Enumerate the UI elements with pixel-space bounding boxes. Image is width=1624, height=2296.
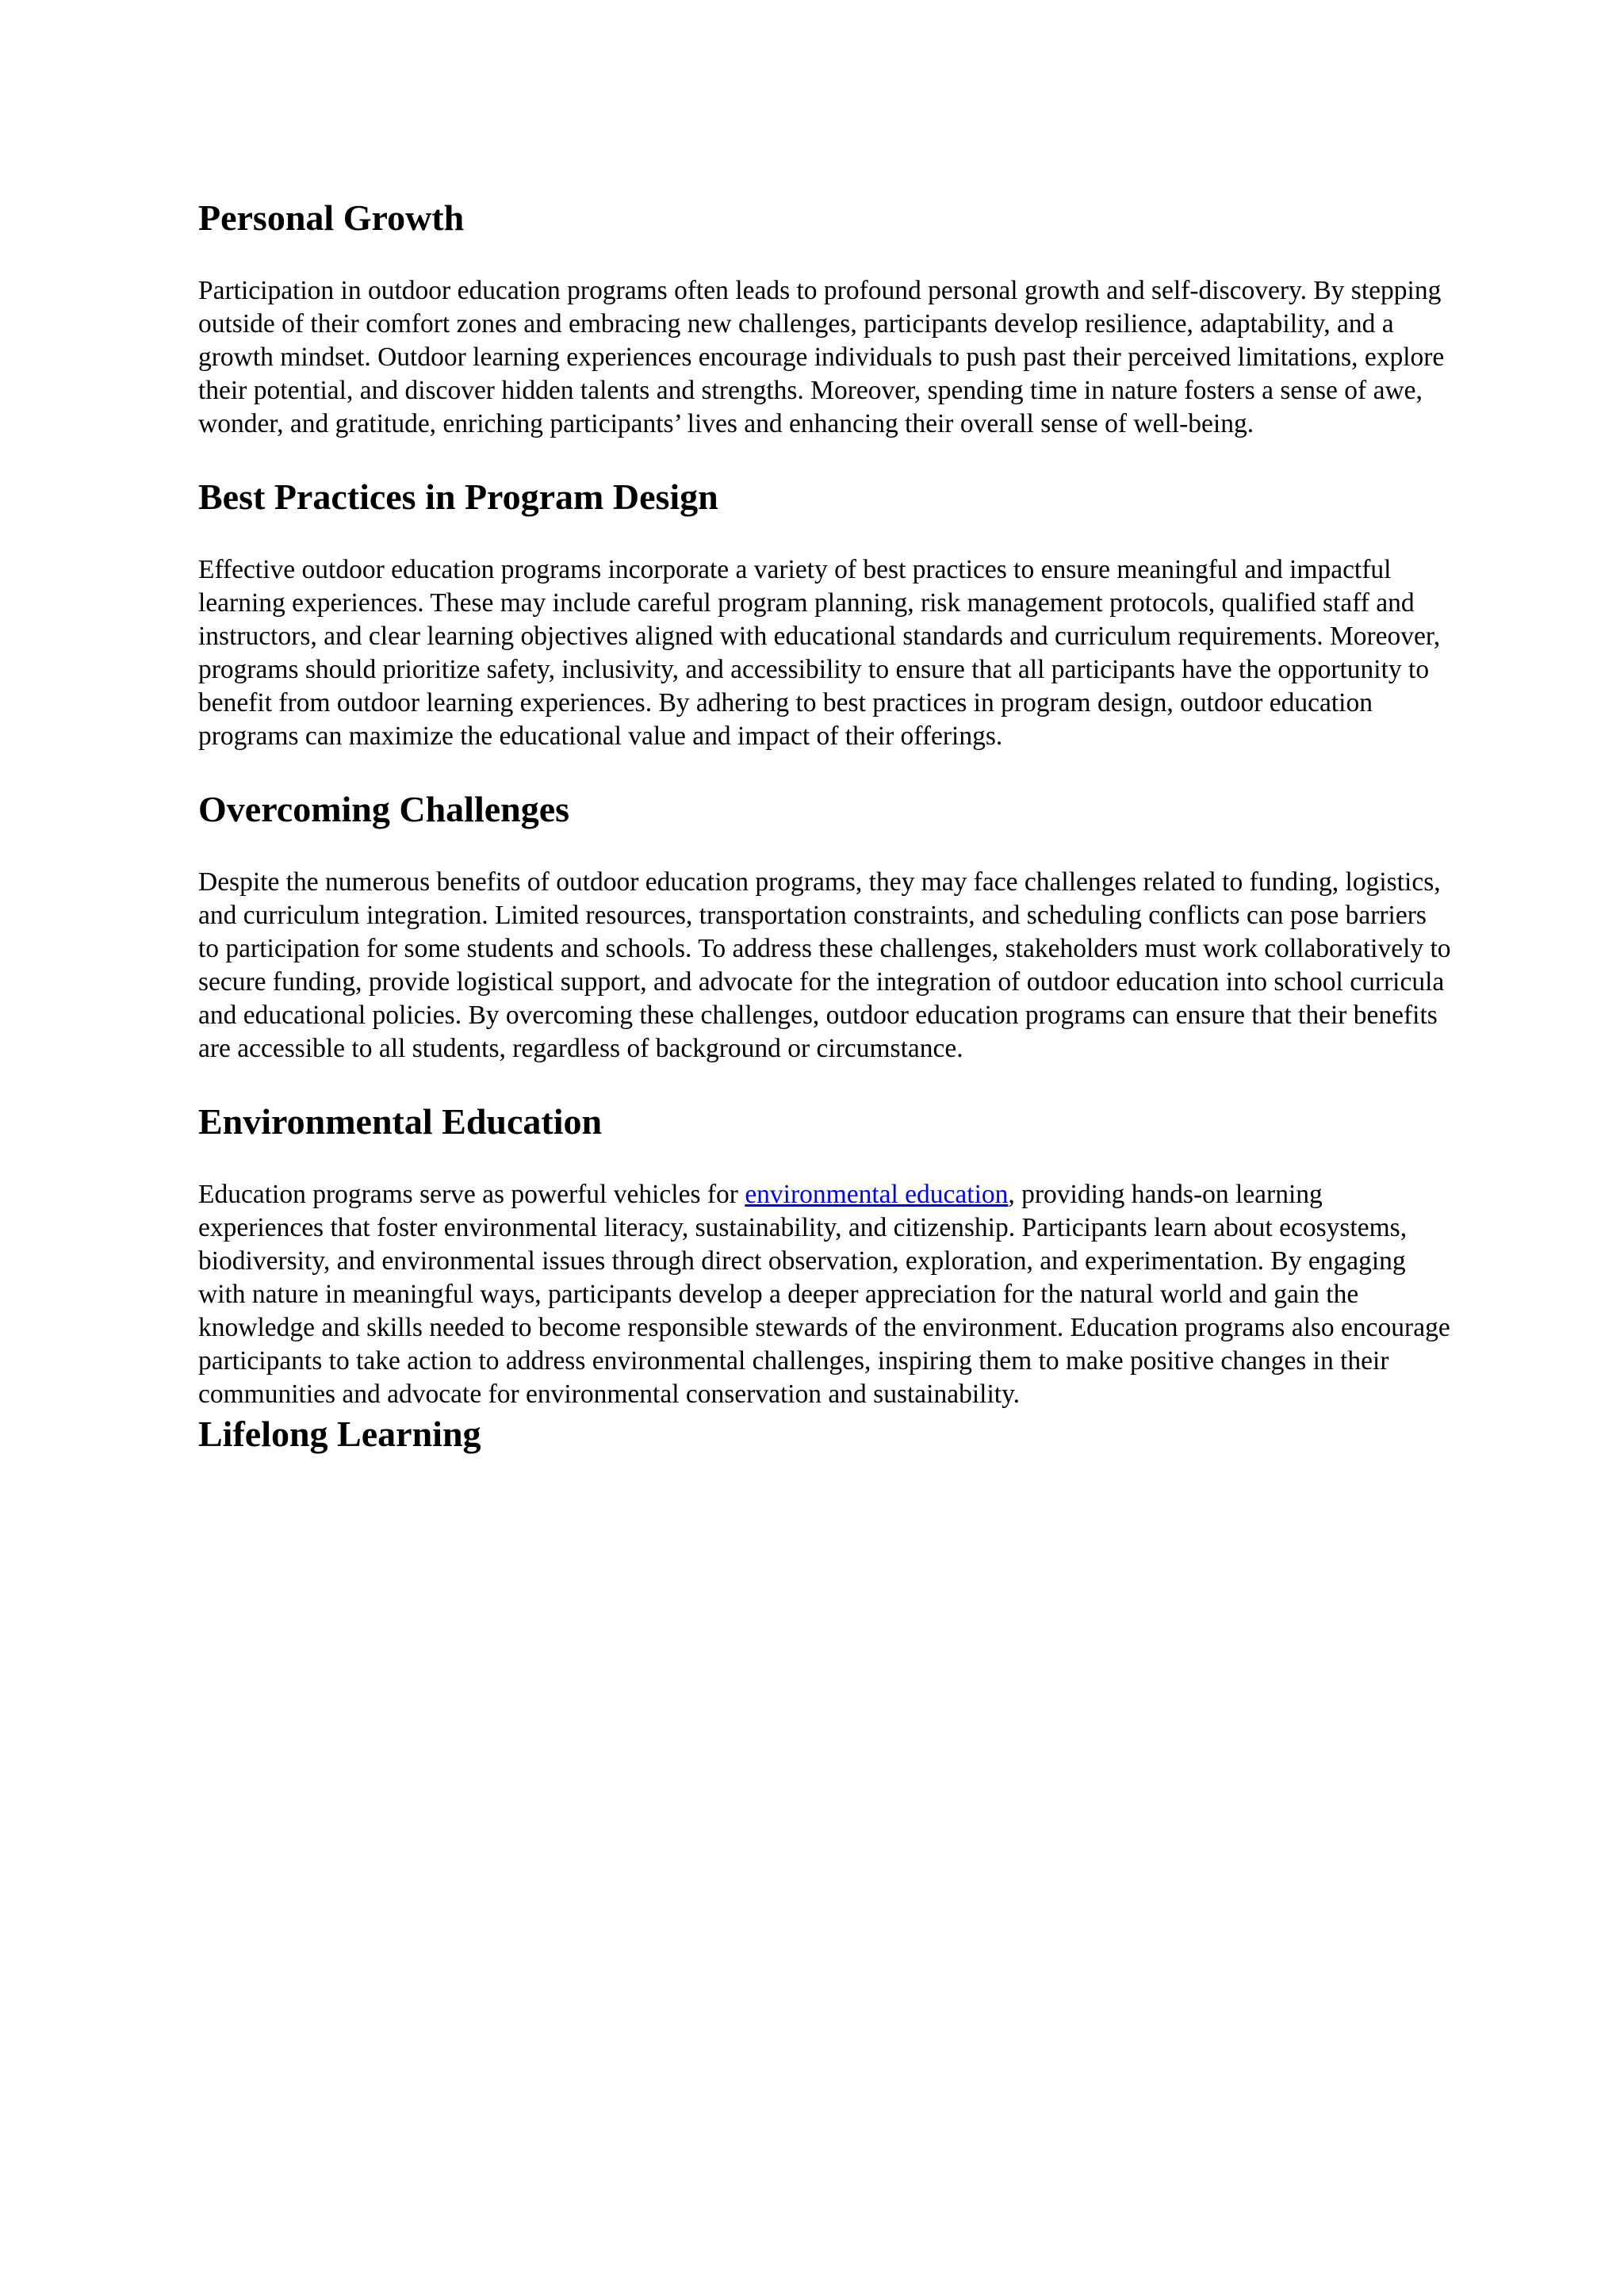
section-heading: Environmental Education <box>198 1101 603 1142</box>
section-lifelong-learning <box>198 1411 1451 1457</box>
section-heading: Lifelong Learning <box>198 1414 481 1454</box>
section-paragraph: Effective outdoor education programs incorporate a variety of best practices to ensure meaningful and impactful learning experiences. These may include careful program planning, risk management protocols, qualified staff and instructors, and clear learning objectives aligned with educational standards and curriculum requirements. Moreover, programs should prioritize safety, inclusivity, and accessibility to ensure that all participants have the opportunity to benefit from outdoor learning experiences. By adhering to best practices in program design, outdoor education programs can maximize the educational value and impact of their offerings. <box>198 555 1441 751</box>
section-heading: Personal Growth <box>198 197 465 238</box>
section-best-practices <box>198 474 1451 753</box>
paragraph-text-after-link: , providing hands-on learning experiences that foster environmental literacy, sustainability, and citizenship. Participants learn about ecosystems, biodiversity, and environmental issues through direct observation, exploration, and experimentation. By engaging with nature in meaningful ways, participants develop a deeper appreciation for the natural world and gain the knowledge and skills needed to become responsible stewards of the environment. Education programs also encourage participants to take action to address environmental challenges, inspiring them to make positive changes in their communities and advocate for environmental conservation and sustainability. <box>198 1180 1450 1409</box>
paragraph-text-before-link: Education programs serve as powerful vehicles for <box>198 1180 745 1209</box>
section-heading: Best Practices in Program Design <box>198 476 718 517</box>
section-environmental-education <box>198 1099 1451 1411</box>
section-paragraph <box>198 1178 1451 1411</box>
section-paragraph: Participation in outdoor education programs often leads to profound personal growth and self-discovery. By stepping outside of their comfort zones and embracing new challenges, participants develop resilience, adaptability, and a growth mindset. Outdoor learning experiences encourage individuals to push past their perceived limitations, explore their potential, and discover hidden talents and strengths. Moreover, spending time in nature fosters a sense of awe, wonder, and gratitude, enriching participants’ lives and enhancing their overall sense of well-being. <box>198 276 1445 438</box>
section-overcoming-challenges <box>198 786 1451 1066</box>
document-page <box>198 195 1451 1457</box>
section-paragraph: Despite the numerous benefits of outdoor education programs, they may face challenges related to funding, logistics, and curriculum integration. Limited resources, transportation constraints, and scheduling conflicts can pose barriers to participation for some students and schools. To address these challenges, stakeholders must work collaboratively to secure funding, provide logistical support, and advocate for the integration of outdoor education into school curricula and educational policies. By overcoming these challenges, outdoor education programs can ensure that their benefits are accessible to all students, regardless of background or circumstance. <box>198 867 1451 1063</box>
section-heading: Overcoming Challenges <box>198 789 570 829</box>
environmental-education-link[interactable]: environmental education <box>745 1180 1009 1209</box>
section-personal-growth <box>198 195 1451 441</box>
